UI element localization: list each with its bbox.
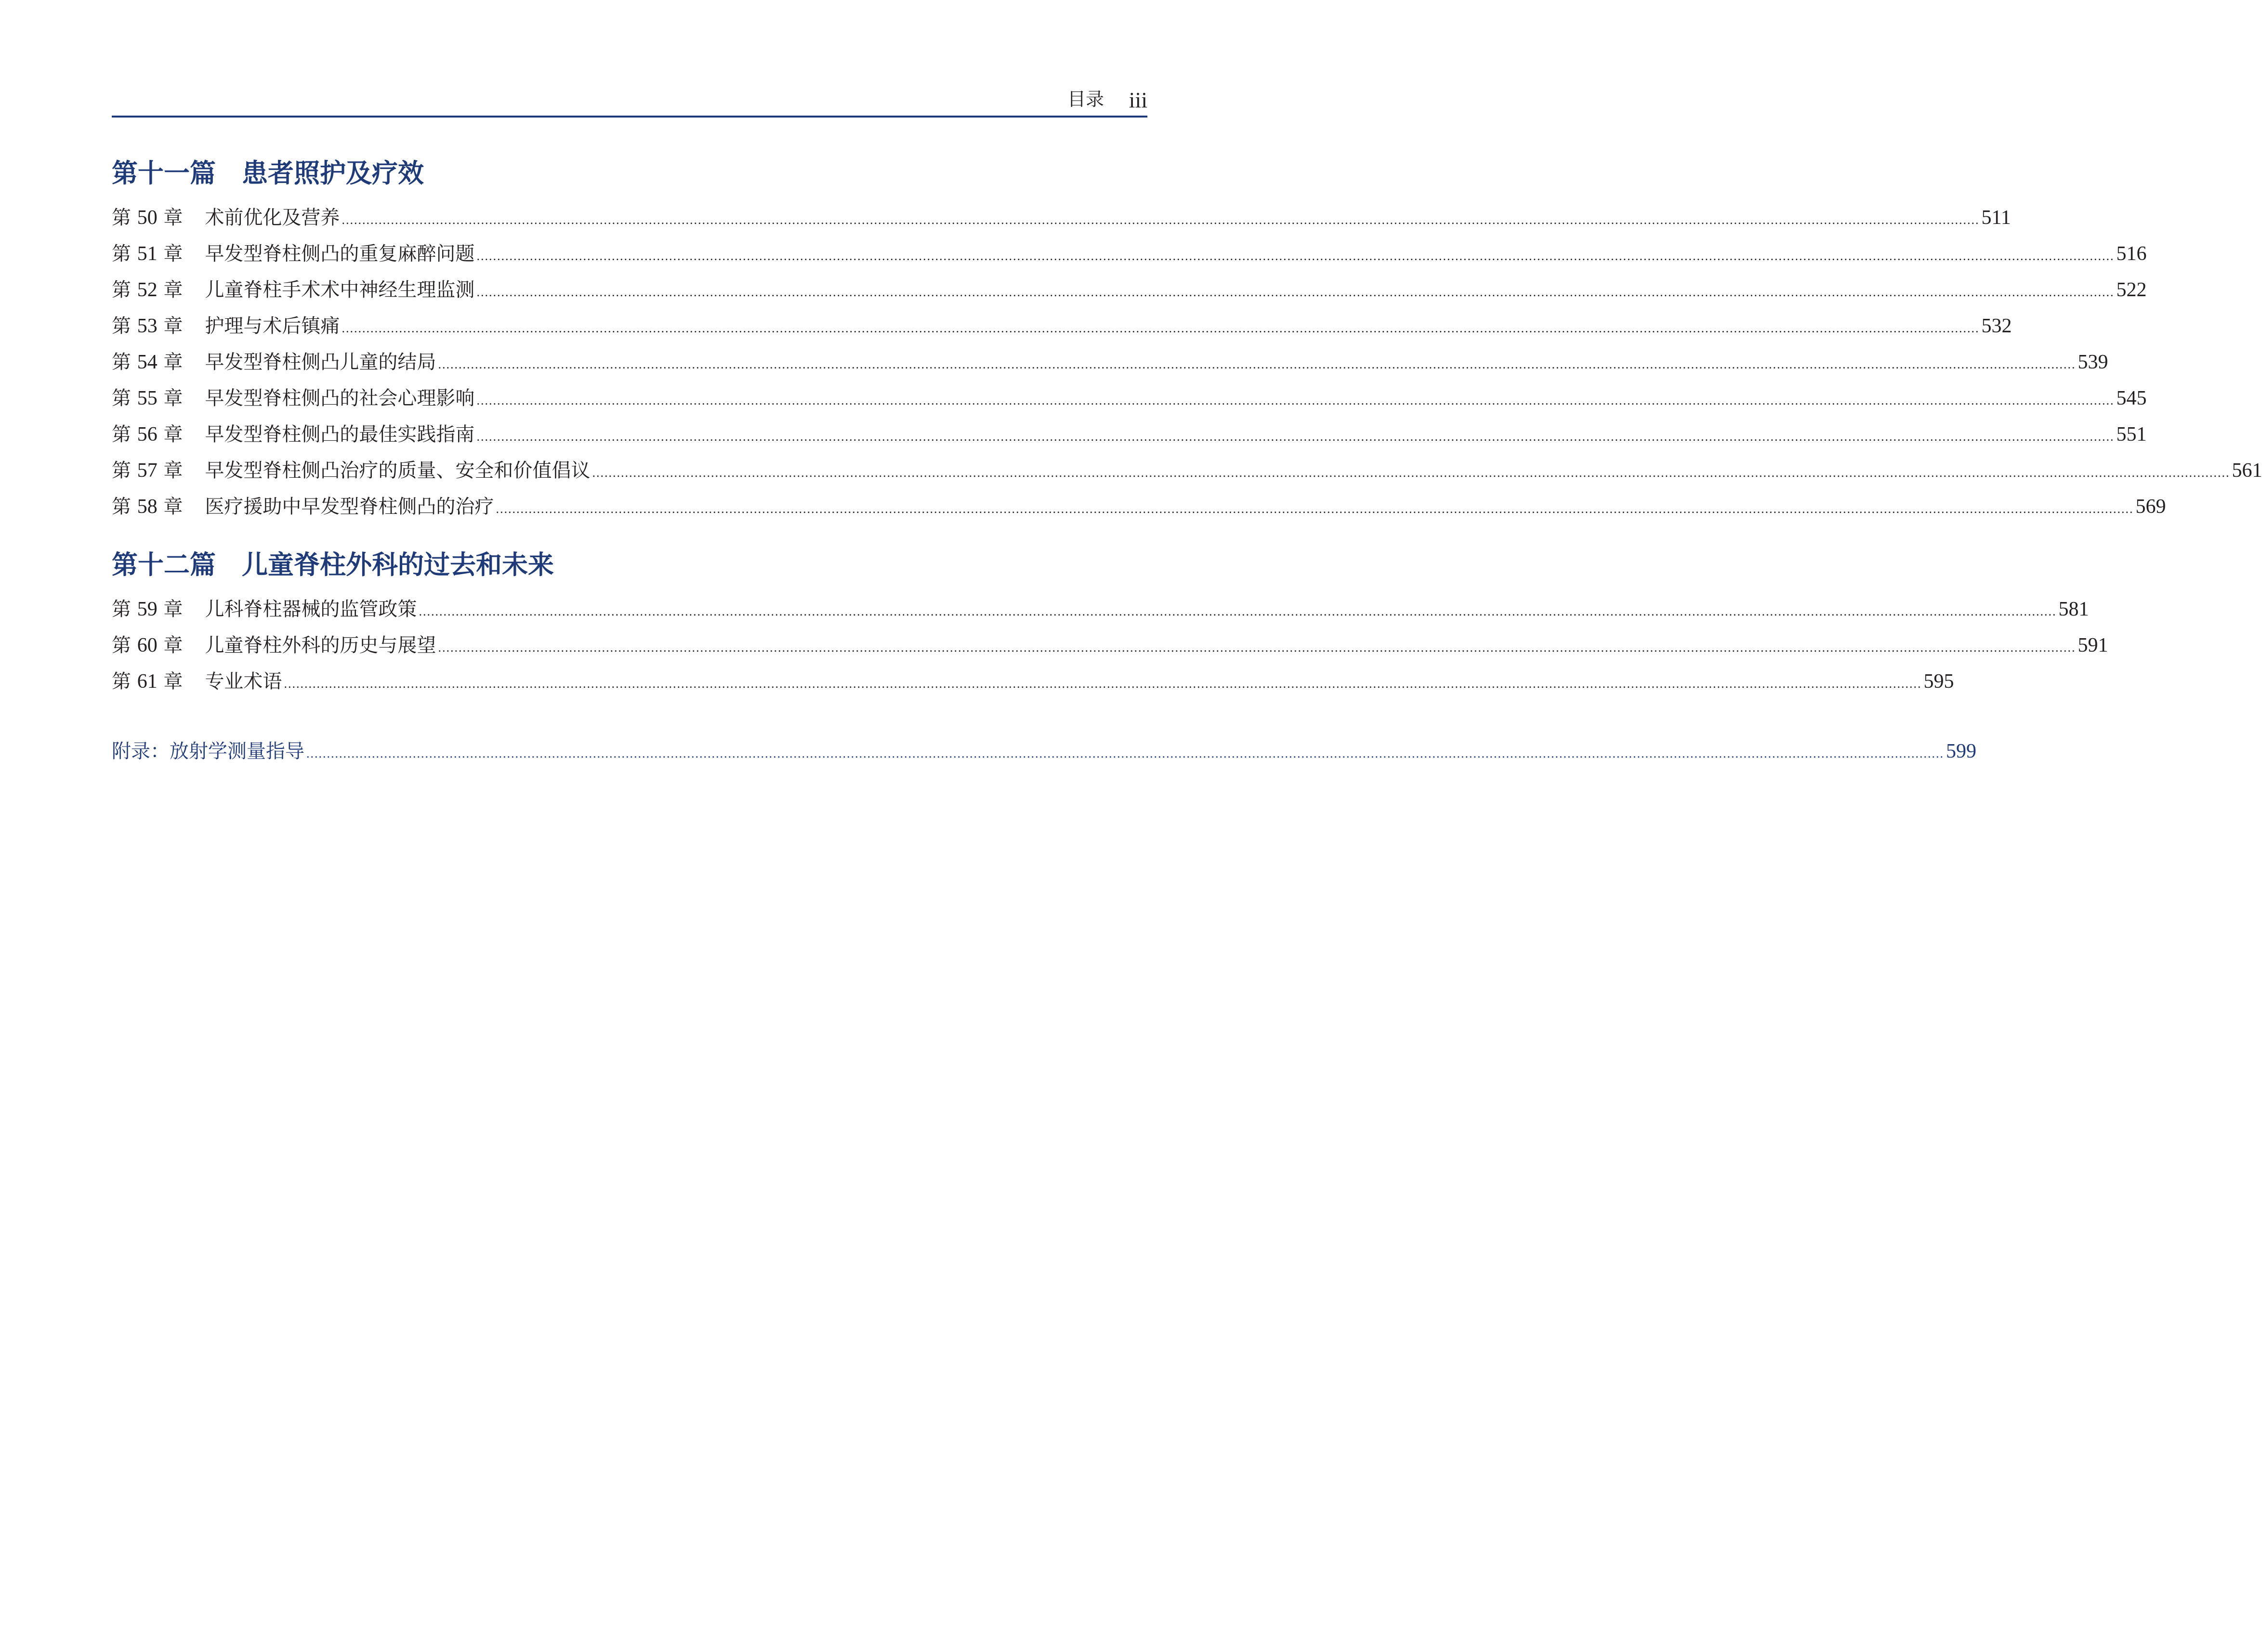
chapter-page-number: 539 — [2078, 351, 2108, 373]
toc-part — [112, 538, 2108, 700]
dot-leader: ................................................................................................................................................................................................................................................................................................................................................................................................................ — [592, 466, 2230, 480]
dot-leader: ................................................................................................................................................................................................................................................................................................................................................................................................................ — [476, 285, 2115, 299]
toc-entry[interactable] — [112, 200, 2011, 236]
chapter-page-number: 532 — [1981, 315, 2012, 337]
chapter-label — [112, 628, 183, 664]
dot-leader: ................................................................................................................................................................................................................................................................................................................................................................................................................ — [438, 357, 2076, 371]
chapter-label — [112, 380, 183, 417]
chapter-suffix: 章 — [163, 351, 183, 373]
chapter-title: 医疗援助中早发型脊柱侧凸的治疗 — [205, 496, 494, 518]
chapter-label — [112, 664, 183, 700]
chapter-label — [112, 344, 183, 380]
chapter-label — [112, 489, 183, 525]
dot-leader: ................................................................................................................................................................................................................................................................................................................................................................................................................ — [496, 502, 2134, 516]
chapter-prefix: 第 — [112, 207, 131, 229]
chapter-number: 55 — [137, 387, 158, 409]
dot-leader: ................................................................................................................................................................................................................................................................................................................................................................................................................ — [419, 604, 2057, 618]
chapter-title: 儿童脊柱手术术中神经生理监测 — [205, 279, 475, 301]
chapter-number: 58 — [137, 496, 158, 518]
chapter-title: 早发型脊柱侧凸的重复麻醉问题 — [205, 243, 475, 265]
spacer — [112, 700, 1147, 734]
toc-entry[interactable] — [112, 591, 2089, 628]
table-of-contents — [112, 147, 2262, 770]
spacer — [112, 525, 1147, 538]
toc-entry[interactable] — [112, 489, 2166, 525]
dot-leader: ................................................................................................................................................................................................................................................................................................................................................................................................................ — [476, 430, 2115, 444]
chapter-suffix: 章 — [163, 496, 183, 518]
toc-entry[interactable] — [112, 344, 2108, 380]
chapter-suffix: 章 — [163, 387, 183, 409]
chapter-suffix: 章 — [163, 634, 183, 656]
chapter-suffix: 章 — [163, 423, 183, 446]
chapter-page-number: 516 — [2116, 243, 2147, 265]
chapter-number: 52 — [137, 279, 158, 301]
toc-entry[interactable] — [112, 453, 2262, 489]
header-label: 目录 — [1067, 89, 1104, 110]
toc-part — [112, 147, 2262, 525]
chapter-title: 护理与术后镇痛 — [205, 315, 340, 337]
chapter-title: 儿童脊柱外科的历史与展望 — [205, 634, 436, 656]
chapter-prefix: 第 — [112, 351, 131, 373]
dot-leader: ................................................................................................................................................................................................................................................................................................................................................................................................................ — [306, 747, 1944, 760]
chapter-suffix: 章 — [163, 279, 183, 301]
chapter-label — [112, 236, 183, 272]
appendix-page-number: 599 — [1946, 740, 1976, 762]
appendix-title: 附录：放射学测量指导 — [112, 740, 304, 762]
parts-list — [112, 147, 2262, 700]
chapter-title: 儿科脊柱器械的监管政策 — [205, 598, 417, 620]
header-page-number: iii — [1129, 88, 1147, 112]
chapter-page-number: 545 — [2116, 387, 2147, 409]
chapter-title: 专业术语 — [205, 670, 282, 693]
chapter-number: 54 — [137, 351, 158, 373]
chapter-label — [112, 453, 183, 489]
chapter-prefix: 第 — [112, 598, 131, 620]
chapter-title: 早发型脊柱侧凸儿童的结局 — [205, 351, 436, 373]
toc-entry-appendix[interactable] — [112, 734, 1976, 770]
chapter-prefix: 第 — [112, 459, 131, 482]
chapter-page-number: 511 — [1981, 207, 2011, 229]
chapter-number: 53 — [137, 315, 158, 337]
toc-entry[interactable] — [112, 236, 2147, 272]
chapter-suffix: 章 — [163, 459, 183, 482]
toc-entry[interactable] — [112, 308, 2012, 344]
chapter-suffix: 章 — [163, 243, 183, 265]
chapter-page-number: 591 — [2078, 634, 2108, 656]
chapter-page-number: 595 — [1923, 670, 1954, 693]
running-header — [112, 77, 1147, 118]
chapter-label — [112, 591, 183, 628]
dot-leader: ................................................................................................................................................................................................................................................................................................................................................................................................................ — [284, 677, 1922, 691]
part-title: 第十一篇 患者照护及疗效 — [112, 158, 424, 188]
chapter-title: 早发型脊柱侧凸的最佳实践指南 — [205, 423, 475, 446]
chapter-title: 术前优化及营养 — [205, 207, 340, 229]
chapter-suffix: 章 — [163, 598, 183, 620]
chapter-number: 61 — [137, 670, 158, 693]
chapter-label — [112, 200, 183, 236]
chapter-number: 60 — [137, 634, 158, 656]
toc-entry[interactable] — [112, 272, 2147, 308]
chapter-page-number: 522 — [2116, 279, 2147, 301]
chapter-prefix: 第 — [112, 387, 131, 409]
chapter-prefix: 第 — [112, 496, 131, 518]
dot-leader: ................................................................................................................................................................................................................................................................................................................................................................................................................ — [342, 321, 1980, 335]
chapter-label — [112, 417, 183, 453]
chapter-prefix: 第 — [112, 243, 131, 265]
chapter-label — [112, 308, 183, 344]
chapter-number: 57 — [137, 459, 158, 482]
chapter-number: 51 — [137, 243, 158, 265]
toc-entry[interactable] — [112, 380, 2147, 417]
chapter-number: 56 — [137, 423, 158, 446]
chapter-page-number: 551 — [2116, 423, 2147, 446]
chapter-page-number: 569 — [2135, 496, 2166, 518]
dot-leader: ................................................................................................................................................................................................................................................................................................................................................................................................................ — [342, 213, 1980, 227]
chapter-label — [112, 272, 183, 308]
chapter-number: 50 — [137, 207, 158, 229]
toc-entry[interactable] — [112, 417, 2147, 453]
toc-entry[interactable] — [112, 628, 2108, 664]
chapter-prefix: 第 — [112, 634, 131, 656]
chapter-prefix: 第 — [112, 315, 131, 337]
toc-entry[interactable] — [112, 664, 1954, 700]
chapter-page-number: 561 — [2232, 459, 2262, 482]
part-title: 第十二篇 儿童脊柱外科的过去和未来 — [112, 550, 554, 580]
chapter-title: 早发型脊柱侧凸治疗的质量、安全和价值倡议 — [205, 459, 591, 482]
chapter-prefix: 第 — [112, 670, 131, 693]
chapter-prefix: 第 — [112, 279, 131, 301]
chapter-title: 早发型脊柱侧凸的社会心理影响 — [205, 387, 475, 409]
chapter-page-number: 581 — [2058, 598, 2089, 620]
dot-leader: ................................................................................................................................................................................................................................................................................................................................................................................................................ — [438, 641, 2076, 655]
dot-leader: ................................................................................................................................................................................................................................................................................................................................................................................................................ — [476, 249, 2115, 263]
chapter-suffix: 章 — [163, 315, 183, 337]
chapter-number: 59 — [137, 598, 158, 620]
chapter-suffix: 章 — [163, 670, 183, 693]
dot-leader: ................................................................................................................................................................................................................................................................................................................................................................................................................ — [476, 393, 2115, 407]
chapter-prefix: 第 — [112, 423, 131, 446]
chapter-suffix: 章 — [163, 207, 183, 229]
